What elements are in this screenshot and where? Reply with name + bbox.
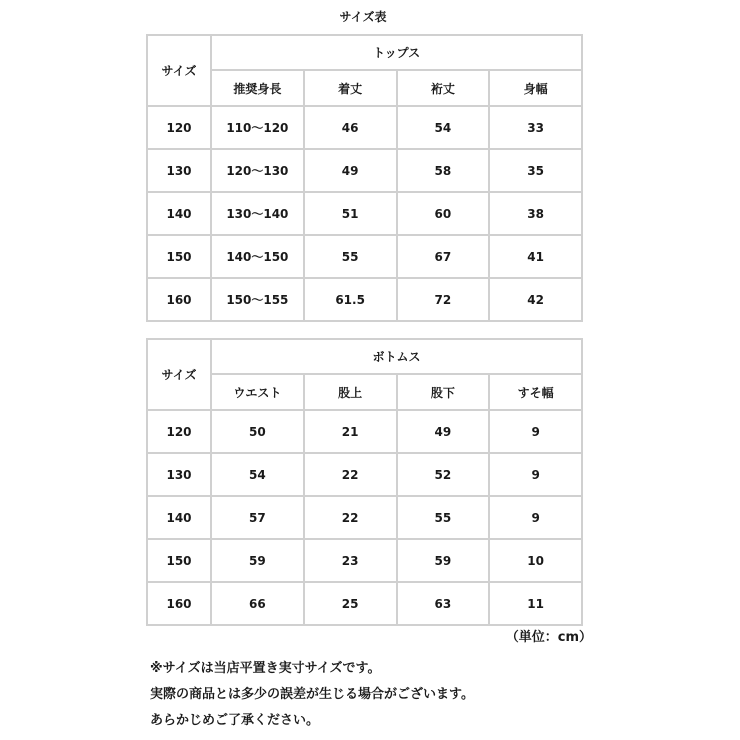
table-row (147, 192, 582, 235)
unit-label: （単位：cm） (505, 630, 592, 645)
table-cell: 54 (211, 453, 304, 496)
table-cell: 9 (489, 496, 582, 539)
table-cell: 38 (489, 192, 582, 235)
note-line: ※サイズは当店平置き実寸サイズです。 (150, 661, 381, 676)
table-row (147, 496, 582, 539)
table-cell: 11 (489, 582, 582, 625)
table-cell: 23 (304, 539, 397, 582)
table-cell: 57 (211, 496, 304, 539)
table-cell: 55 (304, 235, 397, 278)
table-row (147, 453, 582, 496)
table-cell: 54 (397, 106, 490, 149)
table-cell: 10 (489, 539, 582, 582)
size-cell: 150 (147, 539, 211, 582)
table-cell: 150〜155 (211, 278, 304, 321)
size-cell: 160 (147, 582, 211, 625)
size-cell: 140 (147, 496, 211, 539)
table-cell: 110〜120 (211, 106, 304, 149)
column-header: 股下 (397, 374, 490, 410)
table-row (147, 539, 582, 582)
chart-title: サイズ表 (339, 10, 387, 24)
table-row (147, 106, 582, 149)
column-header: 裄丈 (397, 70, 490, 106)
table-cell: 42 (489, 278, 582, 321)
size-cell: 130 (147, 453, 211, 496)
table-cell: 21 (304, 410, 397, 453)
table-cell: 61.5 (304, 278, 397, 321)
table-cell: 49 (304, 149, 397, 192)
table-cell: 140〜150 (211, 235, 304, 278)
note-line: 実際の商品とは多少の誤差が生じる場合がございます。 (150, 687, 474, 702)
size-header: サイズ (147, 339, 211, 410)
table-row (147, 235, 582, 278)
table-cell: 9 (489, 410, 582, 453)
table-cell: 46 (304, 106, 397, 149)
table-cell: 66 (211, 582, 304, 625)
tops-group-header: トップス (211, 35, 582, 70)
table-cell: 72 (397, 278, 490, 321)
bottoms-size-table (146, 338, 583, 626)
table-cell: 59 (211, 539, 304, 582)
note-line: あらかじめご了承ください。 (150, 713, 320, 728)
tops-size-table (146, 34, 583, 322)
table-cell: 130〜140 (211, 192, 304, 235)
table-row (147, 582, 582, 625)
table-cell: 120〜130 (211, 149, 304, 192)
table-cell: 55 (397, 496, 490, 539)
size-cell: 120 (147, 106, 211, 149)
table-cell: 41 (489, 235, 582, 278)
table-cell: 35 (489, 149, 582, 192)
table-cell: 22 (304, 453, 397, 496)
size-cell: 130 (147, 149, 211, 192)
size-header: サイズ (147, 35, 211, 106)
table-cell: 58 (397, 149, 490, 192)
column-header: 推奨身長 (211, 70, 304, 106)
table-cell: 67 (397, 235, 490, 278)
table-cell: 25 (304, 582, 397, 625)
column-header: ウエスト (211, 374, 304, 410)
bottoms-group-header: ボトムス (211, 339, 582, 374)
table-cell: 33 (489, 106, 582, 149)
column-header: 股上 (304, 374, 397, 410)
table-cell: 9 (489, 453, 582, 496)
column-header: 身幅 (489, 70, 582, 106)
size-cell: 160 (147, 278, 211, 321)
table-cell: 50 (211, 410, 304, 453)
table-cell: 49 (397, 410, 490, 453)
table-cell: 51 (304, 192, 397, 235)
table-row (147, 149, 582, 192)
size-cell: 150 (147, 235, 211, 278)
table-cell: 63 (397, 582, 490, 625)
column-header: すそ幅 (489, 374, 582, 410)
table-cell: 60 (397, 192, 490, 235)
column-header: 着丈 (304, 70, 397, 106)
table-cell: 59 (397, 539, 490, 582)
notes (150, 656, 474, 734)
table-cell: 22 (304, 496, 397, 539)
table-row (147, 410, 582, 453)
size-cell: 120 (147, 410, 211, 453)
table-row (147, 278, 582, 321)
size-cell: 140 (147, 192, 211, 235)
table-cell: 52 (397, 453, 490, 496)
